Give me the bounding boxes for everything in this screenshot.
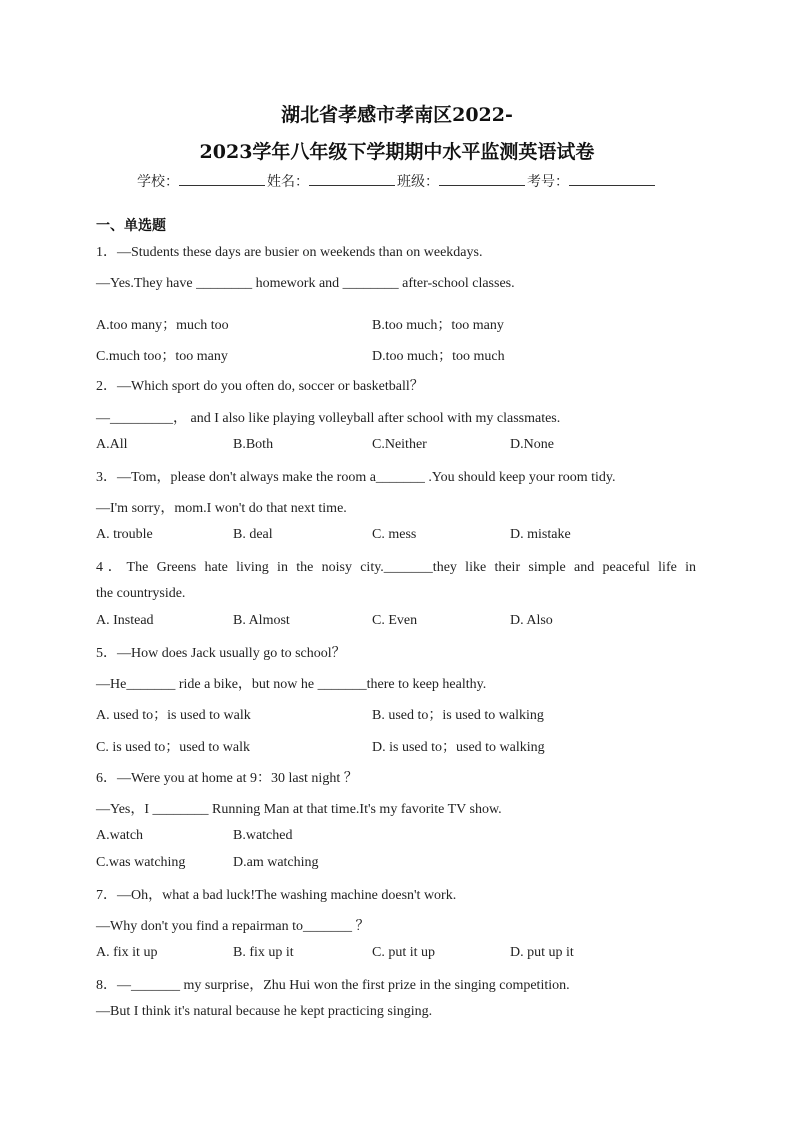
question-8-stem: 8．—_______ my surprise，Zhu Hui won the first prize in the singing competition. xyxy=(96,978,570,993)
question-1-stem-reply: —Yes.They have ________ homework and ________ after-school classes. xyxy=(96,276,515,291)
question-1-option-d[interactable]: D.too much；too much xyxy=(372,349,505,364)
school-blank xyxy=(179,171,265,186)
question-4-stem: 4．The Greens hate living in the noisy city._______they like their simple and peaceful life in xyxy=(96,560,696,575)
question-5-stem: 5．—How does Jack usually go to school？ xyxy=(96,646,346,661)
exam-no-blank xyxy=(569,171,655,186)
class-label: 班级： xyxy=(397,174,439,190)
question-7-option-d[interactable]: D. put up it xyxy=(510,945,574,960)
question-3-stem: 3．—Tom，please don't always make the room a_______ .You should keep your room tidy. xyxy=(96,470,616,485)
question-1-option-c[interactable]: C.much too；too many xyxy=(96,349,228,364)
question-1-option-b[interactable]: B.too much；too many xyxy=(372,318,504,333)
question-6-stem-reply: —Yes，I ________ Running Man at that time.It's my favorite TV show. xyxy=(96,802,502,817)
school-label: 学校： xyxy=(137,174,179,190)
question-2-stem: 2．—Which sport do you often do, soccer or basketball？ xyxy=(96,379,424,394)
question-6-stem: 6．—Were you at home at 9：30 last night ？ xyxy=(96,771,358,786)
question-3-option-c[interactable]: C. mess xyxy=(372,527,417,542)
question-3-option-b[interactable]: B. deal xyxy=(233,527,273,542)
question-7-option-c[interactable]: C. put it up xyxy=(372,945,436,960)
question-5-option-c[interactable]: C. is used to；used to walk xyxy=(96,740,250,755)
question-6-option-b[interactable]: B.watched xyxy=(233,828,293,843)
student-info-row xyxy=(0,171,794,191)
question-4-option-a[interactable]: A. Instead xyxy=(96,613,154,628)
name-blank xyxy=(309,171,395,186)
question-6-option-c[interactable]: C.was watching xyxy=(96,855,186,870)
question-5-option-d[interactable]: D. is used to；used to walking xyxy=(372,740,545,755)
question-2-option-a[interactable]: A.All xyxy=(96,437,128,452)
question-5-stem-reply: —He_______ ride a bike，but now he _______there to keep healthy. xyxy=(96,677,487,692)
question-6-option-d[interactable]: D.am watching xyxy=(233,855,319,870)
exam-title-line2: 2023学年八年级下学期期中水平监测英语试卷 xyxy=(199,141,595,163)
exam-title-line1: 湖北省孝感市孝南区2022- xyxy=(281,104,513,126)
question-5-option-b[interactable]: B. used to；is used to walking xyxy=(372,708,544,723)
question-7-stem-reply: —Why don't you find a repairman to_______ ？ xyxy=(96,919,370,934)
section-title: 一、单选题 xyxy=(96,218,166,234)
question-7-option-b[interactable]: B. fix up it xyxy=(233,945,294,960)
question-2-stem-reply: —_________， and I also like playing volleyball after school with my classmates. xyxy=(96,411,561,426)
question-3-stem-reply: —I'm sorry，mom.I won't do that next time. xyxy=(96,501,347,516)
class-blank xyxy=(439,171,525,186)
question-1-option-a[interactable]: A.too many；much too xyxy=(96,318,229,333)
question-3-option-a[interactable]: A. trouble xyxy=(96,527,153,542)
question-4-option-c[interactable]: C. Even xyxy=(372,613,418,628)
question-5-option-a[interactable]: A. used to；is used to walk xyxy=(96,708,251,723)
question-1-stem: 1．—Students these days are busier on weekends than on weekdays. xyxy=(96,245,483,260)
question-7-stem: 7．—Oh，what a bad luck!The washing machine doesn't work. xyxy=(96,888,457,903)
question-4-option-b[interactable]: B. Almost xyxy=(233,613,290,628)
question-2-option-c[interactable]: C.Neither xyxy=(372,437,427,452)
question-3-option-d[interactable]: D. mistake xyxy=(510,527,571,542)
question-7-option-a[interactable]: A. fix it up xyxy=(96,945,158,960)
question-2-option-b[interactable]: B.Both xyxy=(233,437,274,452)
question-4-option-d[interactable]: D. Also xyxy=(510,613,553,628)
question-8-stem-reply: —But I think it's natural because he kept practicing singing. xyxy=(96,1004,433,1019)
question-2-option-d[interactable]: D.None xyxy=(510,437,554,452)
name-label: 姓名： xyxy=(267,174,309,190)
exam-no-label: 考号： xyxy=(527,174,569,190)
question-4-stem-cont: the countryside. xyxy=(96,586,186,601)
question-6-option-a[interactable]: A.watch xyxy=(96,828,144,843)
